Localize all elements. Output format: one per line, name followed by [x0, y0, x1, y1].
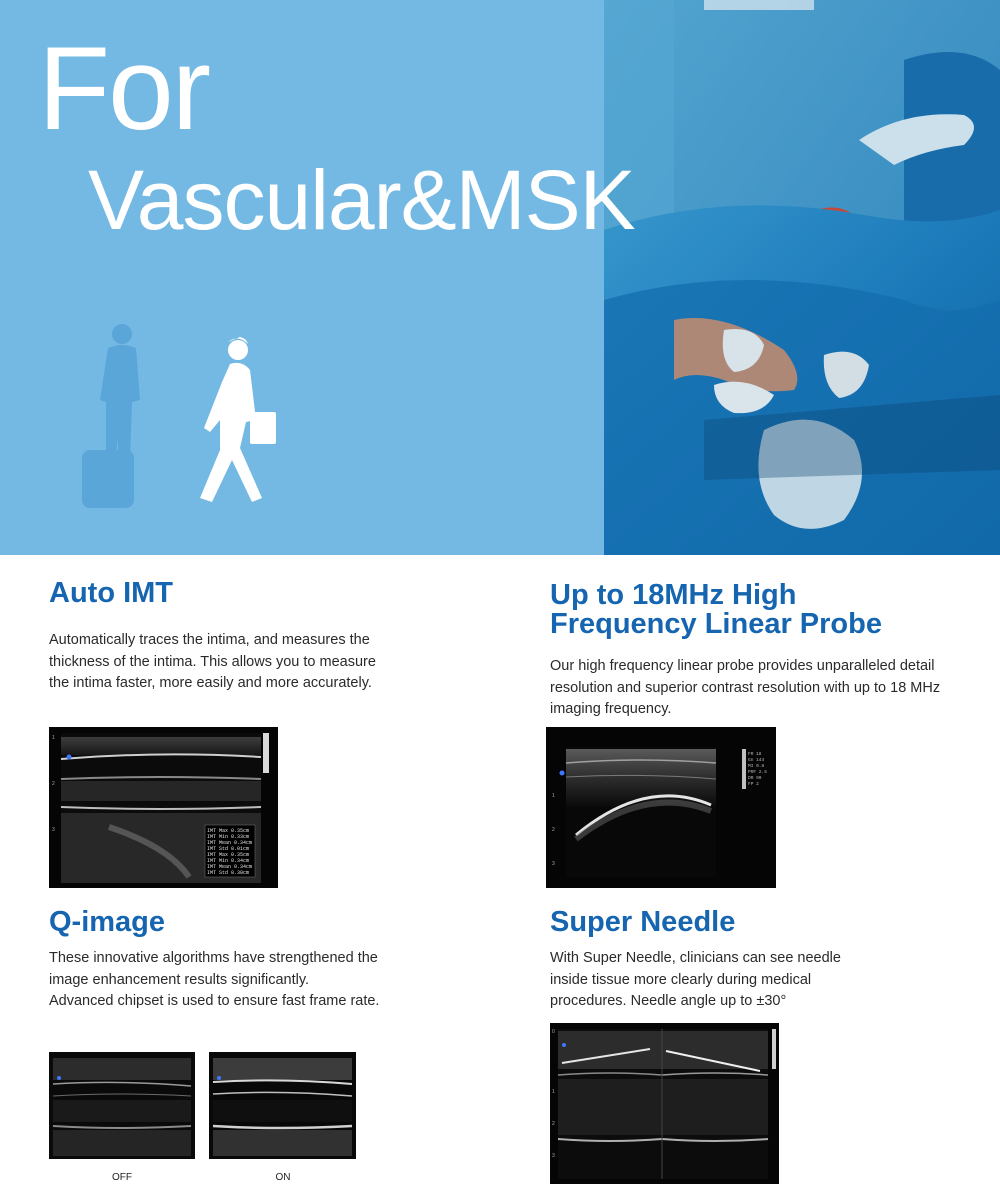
- auto-imt-ultrasound-image: [49, 727, 278, 888]
- imt-measure-3: IMT Mean 0.34cm: [207, 840, 253, 846]
- svg-text:2: 2: [552, 1121, 555, 1127]
- imt-measure-2: IMT Min 0.33cm: [207, 834, 250, 840]
- linear-probe-title-line1: Up to 18MHz High: [550, 579, 797, 611]
- imt-measure-1: IMT Max 0.35cm: [207, 828, 250, 834]
- man-with-luggage-icon: [82, 324, 140, 508]
- svg-text:3: 3: [552, 861, 555, 867]
- hero-title-line2: Vascular&MSK: [88, 153, 635, 247]
- imt-measure-7: IMT Mean 0.34cm: [207, 864, 253, 870]
- super-needle-title: Super Needle: [550, 906, 736, 938]
- auto-imt-description: Automatically traces the intima, and measures the thickness of the intima. This allows you to measure the intima faster, more easily and more accurately.: [49, 632, 376, 691]
- q-image-title: Q-image: [49, 906, 166, 938]
- svg-text:1: 1: [552, 1089, 555, 1095]
- svg-text:MI 0.8: MI 0.8: [748, 764, 765, 769]
- hero-title-line1: For: [38, 23, 209, 155]
- hero-banner: [0, 0, 1000, 555]
- svg-text:FR 18: FR 18: [748, 752, 762, 757]
- svg-text:3: 3: [52, 827, 55, 833]
- surgery-photo: [604, 0, 1000, 555]
- svg-text:Gn 144: Gn 144: [748, 758, 765, 763]
- svg-text:3: 3: [552, 1153, 555, 1159]
- q-image-off-ultrasound: [49, 1052, 195, 1159]
- q-image-on-caption: ON: [275, 1172, 291, 1183]
- traveler-silhouettes: [70, 320, 310, 520]
- imt-measure-8: IMT Std 0.30cm: [207, 870, 250, 876]
- imt-measure-4: IMT Std 0.01cm: [207, 846, 250, 852]
- svg-text:1: 1: [52, 735, 55, 741]
- svg-text:0: 0: [552, 1029, 555, 1035]
- q-image-on-ultrasound: [209, 1052, 356, 1159]
- svg-text:FP 2: FP 2: [748, 782, 759, 787]
- super-needle-ultrasound-image: [550, 1023, 779, 1184]
- linear-probe-ultrasound-image: [546, 727, 776, 888]
- linear-probe-description: Our high frequency linear probe provides unparalleled detail resolution and superior contrast resolution with up to 18 MHz imaging frequency.: [550, 658, 941, 717]
- svg-text:PRF 2.5: PRF 2.5: [748, 770, 767, 775]
- woman-with-briefcase-icon: [200, 337, 276, 502]
- svg-text:1: 1: [552, 793, 555, 799]
- linear-probe-title-line2: Frequency Linear Probe: [550, 608, 882, 640]
- svg-text:2: 2: [552, 827, 555, 833]
- svg-text:2: 2: [52, 781, 55, 787]
- q-image-description-1: These innovative algorithms have strengthened the image enhancement results significantly.: [49, 950, 378, 988]
- svg-text:DR 90: DR 90: [748, 776, 762, 781]
- imt-measure-5: IMT Max 0.35cm: [207, 852, 250, 858]
- imt-measure-6: IMT Min 0.34cm: [207, 858, 250, 864]
- auto-imt-title: Auto IMT: [49, 577, 174, 609]
- super-needle-description: With Super Needle, clinicians can see needle inside tissue more clearly during medical procedures. Needle angle up to ±30°: [550, 950, 841, 1009]
- q-image-off-caption: OFF: [112, 1172, 132, 1183]
- q-image-description-2: Advanced chipset is used to ensure fast frame rate.: [49, 993, 380, 1009]
